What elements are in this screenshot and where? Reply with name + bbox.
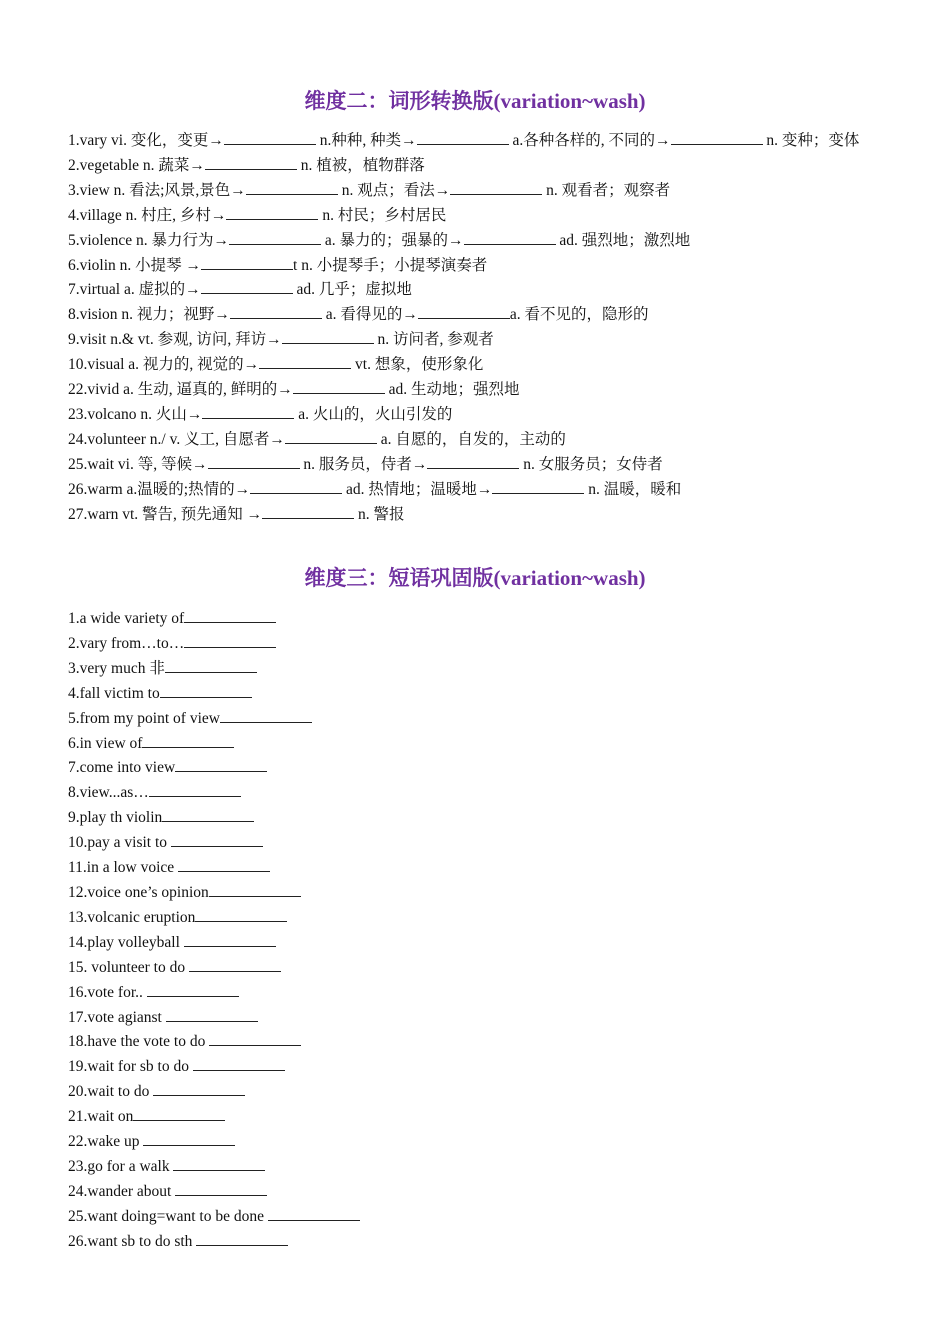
item-text: 19.wait for sb to do [68, 1058, 193, 1076]
item-text: 4.fall victim to [68, 684, 160, 702]
item-text: n. 村民；乡村居民 [318, 206, 447, 224]
item-text: n.种种, 种类→ [315, 132, 417, 149]
phrase-item [68, 1230, 883, 1255]
answer-blank[interactable] [293, 379, 385, 394]
item-text: 6.violin n. 小提琴 → [68, 256, 202, 274]
phrase-item [68, 756, 883, 781]
item-text: ad. 生动地；强烈地 [384, 381, 520, 399]
item-text: 24.volunteer n./ v. 义工, 自愿者→ [68, 430, 285, 448]
word-form-item [68, 254, 883, 279]
answer-blank[interactable] [209, 882, 301, 897]
item-text: n. 女服务员；女侍者 [519, 455, 663, 473]
item-text: 25.wait vi. 等, 等候→ [68, 455, 208, 473]
answer-blank[interactable] [193, 1056, 285, 1071]
word-form-item [68, 328, 883, 353]
answer-blank[interactable] [189, 957, 281, 972]
item-text: vt. 想象，使形象化 [351, 356, 484, 374]
item-text: 17.vote agianst [68, 1008, 166, 1026]
answer-blank[interactable] [178, 857, 270, 872]
item-text: 16.vote for.. [68, 983, 147, 1001]
item-text: a. 看不见的，隐形的 [509, 306, 649, 324]
phrases-list [68, 607, 883, 1255]
word-form-item [68, 303, 883, 328]
section-title-phrases: 维度三：短语巩固版(variation~wash) [304, 566, 646, 590]
answer-blank[interactable] [202, 404, 294, 419]
answer-blank[interactable] [230, 304, 322, 319]
phrase-item [68, 881, 883, 906]
item-text: 11.in a low voice [68, 859, 179, 877]
item-text: 8.vision n. 视力；视野→ [68, 306, 230, 324]
phrase-item [68, 781, 883, 806]
answer-blank[interactable] [133, 1106, 225, 1121]
item-text: 27.warn vt. 警告, 预先通知 → [68, 505, 263, 523]
answer-blank[interactable] [226, 205, 318, 220]
answer-blank[interactable] [671, 130, 763, 145]
phrase-item [68, 1055, 883, 1080]
phrase-item [68, 707, 883, 732]
item-text: 9.play th violin [68, 809, 163, 827]
item-text: 3.view n. 看法;风景,景色→ [68, 181, 246, 199]
item-text: n. 服务员，侍者→ [299, 455, 428, 473]
item-text: 26.want sb to do sth [68, 1232, 197, 1250]
item-text: 18.have the vote to do [68, 1033, 210, 1051]
phrase-item [68, 931, 883, 956]
phrase-item [68, 906, 883, 931]
answer-blank[interactable] [196, 1231, 288, 1246]
answer-blank[interactable] [175, 1181, 267, 1196]
phrase-item [68, 682, 883, 707]
word-form-item [68, 428, 883, 453]
word-form-item [68, 179, 883, 204]
answer-blank[interactable] [143, 1131, 235, 1146]
item-text: n. 警报 [354, 505, 405, 523]
item-text: n. 植被，植物群落 [296, 156, 425, 174]
item-text: 2.vary from…to… [68, 634, 185, 652]
item-text: 24.wander about [68, 1182, 176, 1200]
answer-blank[interactable] [173, 1156, 265, 1171]
phrase-item [68, 732, 883, 757]
item-text: 23.volcano n. 火山→ [68, 405, 203, 423]
phrase-item [68, 1205, 883, 1230]
word-form-item [68, 378, 883, 403]
phrase-item [68, 856, 883, 881]
item-text: ad. 强烈地；激烈地 [555, 231, 691, 249]
item-text: 4.village n. 村庄, 乡村→ [68, 206, 227, 224]
item-text: ad. 几乎；虚拟地 [292, 281, 412, 299]
phrase-item [68, 607, 883, 632]
word-form-item [68, 129, 883, 154]
item-text: 7.virtual a. 虚拟的→ [68, 281, 201, 299]
answer-blank[interactable] [153, 1081, 245, 1096]
item-text: a. 火山的，火山引发的 [294, 405, 453, 423]
item-text: 7.come into view [68, 759, 176, 777]
phrase-item [68, 831, 883, 856]
answer-blank[interactable] [268, 1206, 360, 1221]
answer-blank[interactable] [147, 982, 239, 997]
answer-blank[interactable] [175, 757, 267, 772]
word-form-item [68, 353, 883, 378]
answer-blank[interactable] [450, 180, 542, 195]
phrase-item [68, 657, 883, 682]
answer-blank[interactable] [229, 230, 321, 245]
answer-blank[interactable] [142, 733, 234, 748]
answer-blank[interactable] [184, 932, 276, 947]
answer-blank[interactable] [184, 633, 276, 648]
phrase-item [68, 956, 883, 981]
answer-blank[interactable] [165, 658, 257, 673]
phrase-item [68, 1030, 883, 1055]
item-text: 12.voice one’s opinion [68, 883, 209, 901]
answer-blank[interactable] [208, 454, 300, 469]
item-text: 10.visual a. 视力的, 视觉的→ [68, 356, 260, 374]
answer-blank[interactable] [492, 479, 584, 494]
answer-blank[interactable] [162, 807, 254, 822]
answer-blank[interactable] [224, 130, 316, 145]
word-form-item [68, 403, 883, 428]
answer-blank[interactable] [205, 155, 297, 170]
item-text: 1.a wide variety of [68, 610, 185, 627]
answer-blank[interactable] [418, 304, 510, 319]
item-text: 14.play volleyball [68, 933, 184, 951]
word-form-item [68, 478, 883, 503]
phrase-item [68, 1105, 883, 1130]
item-text: a. 看得见的→ [321, 306, 418, 324]
item-text: 9.visit n.& vt. 参观, 访问, 拜访→ [68, 331, 282, 349]
item-text: a. 暴力的；强暴的→ [321, 231, 464, 249]
answer-blank[interactable] [201, 255, 293, 270]
item-text: n. 观点；看法→ [337, 181, 451, 199]
phrase-item [68, 981, 883, 1006]
item-text: n. 变种；变体 [762, 132, 860, 149]
answer-blank[interactable] [464, 230, 556, 245]
item-text: ad. 热情地；温暖地→ [342, 480, 493, 498]
answer-blank[interactable] [250, 479, 342, 494]
phrase-item [68, 1080, 883, 1105]
answer-blank[interactable] [246, 180, 338, 195]
item-text: 10.pay a visit to [68, 834, 171, 852]
item-text: 1.vary vi. 变化，变更→ [68, 132, 224, 149]
answer-blank[interactable] [285, 429, 377, 444]
answer-blank[interactable] [417, 130, 509, 145]
item-text: t n. 小提琴手；小提琴演奏者 [293, 256, 488, 274]
answer-blank[interactable] [427, 454, 519, 469]
word-form-item [68, 278, 883, 303]
answer-blank[interactable] [166, 1007, 258, 1022]
answer-blank[interactable] [171, 832, 263, 847]
item-text: 25.want doing=want to be done [68, 1207, 268, 1225]
word-forms-list [68, 129, 883, 528]
item-text: 15. volunteer to do [68, 958, 189, 976]
answer-blank[interactable] [184, 608, 276, 623]
phrase-item [68, 1130, 883, 1155]
answer-blank[interactable] [201, 279, 293, 294]
item-text: n. 温暖，暖和 [584, 480, 682, 498]
item-text: 5.from my point of view [68, 709, 220, 727]
item-text: 22.vivid a. 生动, 逼真的, 鲜明的→ [68, 381, 293, 399]
item-text: 2.vegetable n. 蔬菜→ [68, 156, 205, 174]
answer-blank[interactable] [262, 504, 354, 519]
item-text: n. 访问者, 参观者 [373, 331, 494, 349]
phrase-item [68, 1180, 883, 1205]
word-form-item [68, 229, 883, 254]
phrase-item [68, 1155, 883, 1180]
item-text: 26.warm a.温暖的;热情的→ [68, 480, 251, 498]
phrase-item [68, 1006, 883, 1031]
word-form-item [68, 453, 883, 478]
item-text: 5.violence n. 暴力行为→ [68, 231, 230, 249]
item-text: a.各种各样的, 不同的→ [508, 132, 671, 149]
item-text: n. 观看者；观察者 [542, 181, 671, 199]
word-form-item [68, 154, 883, 179]
answer-blank[interactable] [160, 683, 252, 698]
answer-blank[interactable] [149, 782, 241, 797]
phrase-item [68, 806, 883, 831]
item-text: 6.in view of [68, 734, 143, 752]
answer-blank[interactable] [220, 708, 312, 723]
item-text: 8.view...as… [68, 784, 149, 802]
item-text: 22.wake up [68, 1133, 144, 1151]
answer-blank[interactable] [209, 1031, 301, 1046]
word-form-item [68, 503, 883, 528]
answer-blank[interactable] [195, 907, 287, 922]
answer-blank[interactable] [282, 329, 374, 344]
item-text: 20.wait to do [68, 1083, 154, 1101]
answer-blank[interactable] [259, 354, 351, 369]
section-title-word-forms: 维度二：词形转换版(variation~wash) [304, 89, 646, 113]
item-text: a. 自愿的，自发的，主动的 [376, 430, 566, 448]
item-text: 21.wait on [68, 1108, 134, 1126]
item-text: 23.go for a walk [68, 1157, 174, 1175]
phrase-item [68, 632, 883, 657]
item-text: 13.volcanic eruption [68, 908, 196, 926]
item-text: 3.very much 非 [68, 659, 165, 677]
word-form-item [68, 204, 883, 229]
